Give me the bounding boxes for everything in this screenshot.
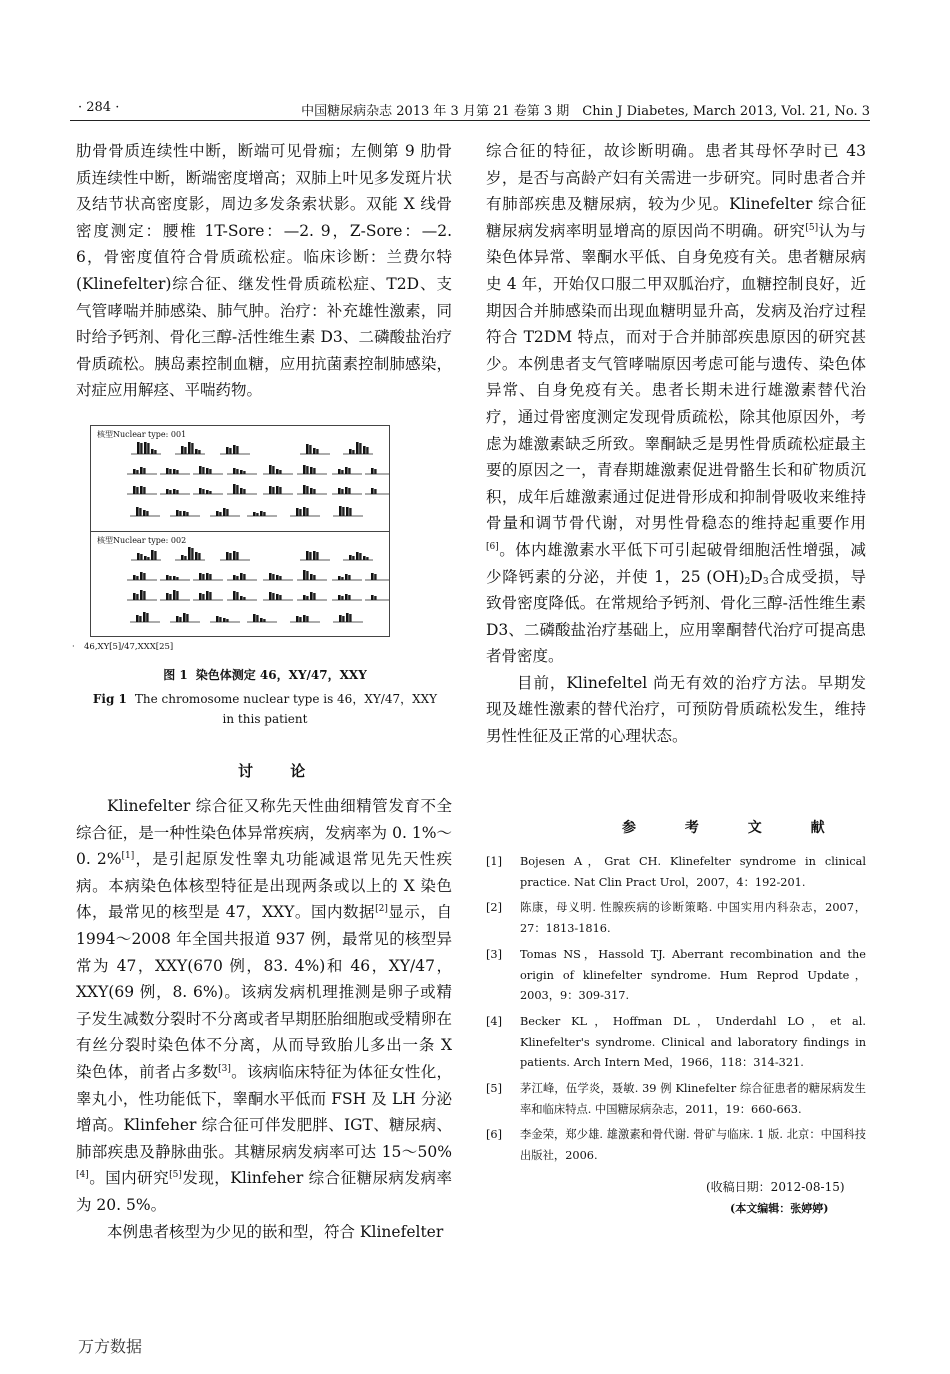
chromosome-mark <box>154 450 156 454</box>
chromosome-mark <box>342 616 344 622</box>
reference-item <box>486 1012 866 1074</box>
reference-text: Tomas NS，Hassold TJ. Aberrant recombination and the origin of klinefelter syndrome. Hum Reprod Update，2003，9：309-317. <box>520 947 866 1003</box>
chromosome-mark <box>154 551 156 560</box>
discussion-paragraph-2: 本例患者核型为少见的嵌和型，符合 Klinefelter <box>107 1222 444 1241</box>
chromosome-mark <box>169 594 171 600</box>
chromosome-mark <box>303 615 306 622</box>
chromosome-mark <box>216 511 219 516</box>
chromosome-mark <box>144 442 147 454</box>
chromosome-mark <box>183 613 186 622</box>
citation-5b: [5] <box>805 222 819 233</box>
chromosome-mark <box>166 575 169 580</box>
reference-number: [5] <box>486 1082 503 1096</box>
chromosome-mark <box>140 467 143 474</box>
disc-text-f: 发现，Klinfeher 综合征糖尿病发病率为 20. 5%。 <box>76 1169 452 1214</box>
chromosome-mark <box>181 555 184 560</box>
chromosome-mark <box>191 443 193 454</box>
chromosome-mark <box>179 617 181 622</box>
chromosome-mark <box>195 449 198 454</box>
chromosome-mark <box>279 487 281 494</box>
karyotype-panel-001 <box>91 426 389 532</box>
chromosome-mark <box>186 614 188 622</box>
chromosome-mark <box>169 469 171 474</box>
chromosome-mark <box>243 489 245 494</box>
chromosome-mark <box>206 573 209 580</box>
chromosome-mark <box>374 596 376 600</box>
chromosome-mark <box>209 469 211 474</box>
chromosome-mark <box>272 487 274 494</box>
chromosome-mark <box>356 442 359 454</box>
chromosome-mark <box>371 468 374 474</box>
citation-3: [3] <box>218 1063 231 1074</box>
chromosome-mark <box>349 614 351 622</box>
citation-4: [4] <box>76 1170 89 1181</box>
chromosome-mark <box>202 574 204 580</box>
chromosome-mark <box>176 470 178 474</box>
chromosome-mark <box>236 469 238 474</box>
karyotype-image-002 <box>91 532 389 637</box>
panel-label-002: 核型Nuclear type: 002 <box>97 536 187 545</box>
disc-text-d: 。该病临床特征为体征女性化，睾丸小，性功能低下，睾酮水平低而 FSH 及 LH 分泌增高。Klinfeher 综合征可伴发肥胖、IGT、糖尿病、肺部疾患及静脉曲张。其糖尿病发病率可达 15～50% <box>76 1062 452 1161</box>
chromosome-mark <box>202 489 204 494</box>
chromosome-mark <box>233 575 236 580</box>
chromosome-mark <box>316 449 318 454</box>
watermark: 万方数据 <box>78 1337 143 1356</box>
chromosome-mark <box>143 612 146 622</box>
chromosome-mark <box>309 445 311 454</box>
chromosome-mark <box>209 592 211 600</box>
chromosome-mark <box>374 489 376 494</box>
chromosome-mark <box>276 594 279 600</box>
chromosome-mark <box>356 552 359 560</box>
chromosome-mark <box>276 575 279 580</box>
right-text-e: 合成受损，导致骨密度降低。在常规给予钙剂、骨化三醇-活性维生素 D3、二磷酸盐治疗基础上，应用睾酮替代治疗可提高患者骨密度。 <box>486 567 866 666</box>
chromosome-mark <box>144 556 147 560</box>
chromosome-mark <box>136 487 138 494</box>
chromosome-mark <box>306 571 308 580</box>
chromosome-mark <box>140 486 143 494</box>
chromosome-mark <box>166 593 169 600</box>
editor-credit: (本文编辑：张婷婷) <box>730 1202 829 1215</box>
chromosome-mark <box>176 616 179 622</box>
chromosome-mark <box>296 508 299 516</box>
chromosome-mark <box>348 468 350 474</box>
karyotype-image-001 <box>91 426 389 531</box>
chromosome-mark <box>342 507 344 516</box>
chromosome-mark <box>352 556 354 560</box>
chromosome-mark <box>359 553 361 560</box>
chromosome-mark <box>272 574 274 580</box>
chromosome-mark <box>269 465 272 474</box>
chromosome-mark <box>349 508 351 516</box>
disc-text-a: Klinefelter 综合征又称先天性曲细精管发育不全综合征，是一种性染色体异常疾病，发病率为 0. 1%～0. 2% <box>76 797 452 869</box>
chromosome-mark <box>166 489 169 494</box>
chromosome-mark <box>176 591 178 600</box>
chromosome-mark <box>313 448 316 454</box>
chromosome-mark <box>202 467 204 474</box>
chromosome-mark <box>206 468 209 474</box>
reference-text: Becker KL，Hoffman DL，Underdahl LO，et al. Klinefelter's syndrome. Clinical and laboratory findings in patients. Arch Intern Med，1966，118：314-321. <box>520 1014 866 1070</box>
chromosome-mark <box>276 486 279 494</box>
reference-item <box>486 945 866 1007</box>
chromosome-mark <box>226 552 229 560</box>
chromosome-mark <box>253 512 256 516</box>
chromosome-mark <box>199 466 202 474</box>
reference-text: 茅江峰，伍学炎，聂敏. 39 例 Klinefelter 综合征患者的糖尿病发生率和临床特点. 中国糖尿病杂志，2011，19：660-663. <box>520 1082 866 1116</box>
chromosome-mark <box>310 574 313 580</box>
chromosome-mark <box>216 616 219 622</box>
chromosome-mark <box>202 594 204 600</box>
chromosome-mark <box>223 508 226 516</box>
chromosome-mark <box>206 490 209 494</box>
disc-text-e: 。国内研究 <box>88 1169 170 1188</box>
chromosome-mark <box>223 618 226 622</box>
chromosome-mark <box>137 553 140 560</box>
chromosome-mark <box>139 508 141 516</box>
chromosome-mark <box>236 485 238 494</box>
reference-text: 李金荣，郑少雄. 雄激素和骨代谢. 骨矿与临床. 1 版. 北京：中国科技出版社，2006. <box>520 1128 866 1163</box>
chromosome-mark <box>136 615 139 622</box>
chromosome-mark <box>349 555 352 560</box>
chromosome-mark <box>226 509 228 516</box>
chromosome-mark <box>306 596 308 600</box>
chromosome-mark <box>176 490 178 494</box>
chromosome-mark <box>260 618 263 622</box>
chromosome-mark <box>240 573 243 580</box>
chromosome-mark <box>166 468 169 474</box>
chromosome-mark <box>352 450 354 454</box>
left-column <box>76 138 452 404</box>
chromosome-mark <box>209 574 211 580</box>
chromosome-mark <box>256 615 258 622</box>
chromosome-mark <box>146 613 148 622</box>
chromosome-mark <box>316 552 318 560</box>
reference-item <box>486 1125 866 1166</box>
chromosome-mark <box>341 577 343 580</box>
chromosome-mark <box>140 572 143 580</box>
chromosome-mark <box>198 450 200 454</box>
chromosome-mark <box>303 595 306 600</box>
chromosome-mark <box>363 446 366 454</box>
chromosome-mark <box>269 573 272 580</box>
chromosome-mark <box>140 554 142 560</box>
chromosome-mark <box>263 619 265 622</box>
chromosome-mark <box>313 489 315 494</box>
chromosome-mark <box>199 488 202 494</box>
chromosome-mark <box>209 491 211 494</box>
chromosome-mark <box>306 466 308 474</box>
karyotype-panel-002 <box>91 532 389 637</box>
chromosome-mark <box>188 442 191 454</box>
figure-caption-en-text: The chromosome nuclear type is 46，XY/47，XXY <box>134 692 438 706</box>
chromosome-mark <box>143 487 145 494</box>
panel-label-001: 核型Nuclear type: 001 <box>97 430 187 439</box>
chromosome-mark <box>236 592 238 600</box>
chromosome-mark <box>133 486 136 494</box>
figure-caption-en-line2: in this patient <box>222 712 308 726</box>
chromosome-mark <box>151 449 154 454</box>
chromosome-mark <box>366 447 368 454</box>
chromosome-mark <box>341 489 343 494</box>
chromosome-mark <box>346 613 349 622</box>
chromosome-mark <box>341 470 343 474</box>
chromosome-mark <box>136 470 138 474</box>
chromosome-mark <box>236 446 238 454</box>
chromosome-mark <box>269 592 272 600</box>
chromosome-mark <box>139 616 141 622</box>
chromosome-mark <box>140 443 142 454</box>
chromosome-mark <box>339 615 342 622</box>
chromosome-mark <box>303 507 306 516</box>
figure-note <box>72 642 174 652</box>
reference-number: [3] <box>486 947 503 961</box>
reference-number: [4] <box>486 1014 503 1028</box>
right-paragraph-2: 目前，Klinefeltel 尚无有效的治疗方法。早期发现及雄性激素的替代治疗，可预防骨质疏松发生，维持男性性征及正常的心理状态。 <box>486 673 866 746</box>
subscript-2: 2 <box>744 576 751 587</box>
chromosome-mark <box>136 594 138 600</box>
chromosome-mark <box>260 511 263 516</box>
reference-number: [1] <box>486 855 503 868</box>
citation-2: [2] <box>375 904 388 915</box>
right-text-a: 综合征的特征，故诊断明确。患者其母怀孕时已 43 岁，是否与高龄产妇有关需进一步研究。同时患者合并有肺部疾患及糖尿病，较为少见。Klinefelter 综合征糖尿病发病率明显增高的原因尚不明确。研究 <box>486 142 866 240</box>
chromosome-mark <box>188 547 191 560</box>
chromosome-mark <box>310 488 313 494</box>
chromosome-mark <box>338 488 341 494</box>
figure-note-bullet: · <box>72 642 75 652</box>
chromosome-mark <box>313 551 316 560</box>
chromosome-mark <box>229 448 231 454</box>
chromosome-mark <box>133 575 136 580</box>
right-paragraph-1 <box>486 138 866 670</box>
chromosome-mark <box>363 556 366 560</box>
chromosome-mark <box>133 469 136 474</box>
discussion-column <box>76 793 452 1245</box>
chromosome-mark <box>371 573 374 580</box>
figure-caption-zh-label: 图 1 <box>163 668 188 682</box>
right-text-d: D <box>750 567 763 586</box>
chromosome-mark <box>313 593 315 600</box>
figure-caption-en <box>70 690 460 707</box>
reference-text: Bojesen A，Grat CH. Klinefelter syndrome in clinical practice. Nat Clin Pract Urol，2007，4：192-201. <box>520 855 866 889</box>
chromosome-mark <box>279 595 281 600</box>
chromosome-mark <box>143 468 145 474</box>
right-text-b: 认为与染色体异常、睾酮水平低、自身免疫有关。患者糖尿病史 4 年，开始仅口服二甲双胍治疗，血糖控制良好，近期因合并肺感染而出现血糖明显升高，发病及治疗过程符合 T2DM 特点，而对于合并肺部疾患原因的研究甚少。本例患者支气管哮喘原因考虑可能与遗传、染色体异常、自身免疫有关。患者长期未进行雄激素替代治疗，通过骨密度测定发现骨质疏松，除其他原因外，考虑为雄激素缺乏所致。睾酮缺乏是男性骨质疏松症最主要的原因之一，青春期雄激素促进骨骼生长和矿物质沉积，成年后雄激素通过促进骨形成和抑制骨吸收来维持骨量和调节骨代谢，对男性骨稳态的维持起重要作用 <box>486 221 866 533</box>
chromosome-mark <box>345 574 348 580</box>
chromosome-mark <box>137 442 140 454</box>
chromosome-mark <box>253 614 256 622</box>
chromosome-mark <box>233 468 236 474</box>
chromosome-mark <box>229 553 231 560</box>
figure-caption-en-label: Fig 1 <box>92 692 127 706</box>
citation-1: [1] <box>121 851 135 862</box>
chromosome-mark <box>136 576 138 580</box>
chromosome-mark <box>233 551 236 560</box>
chromosome-mark <box>195 552 198 560</box>
chromosome-mark <box>243 597 245 600</box>
chromosome-mark <box>269 486 272 494</box>
chromosome-mark <box>173 590 176 600</box>
reference-number: [6] <box>486 1128 503 1142</box>
reference-item <box>486 1079 866 1120</box>
chromosome-mark <box>191 548 193 560</box>
citation-6: [6] <box>486 541 499 552</box>
chromosome-mark <box>199 593 202 600</box>
figure-caption-zh-text: 染色体测定 46，XY/47，XXY <box>195 668 367 682</box>
journal-line: 中国糖尿病杂志 2013 年 3 月第 21 卷第 3 期 Chin J Diabetes, March 2013, Vol. 21, No. 3 <box>301 104 870 119</box>
figure-caption-zh <box>70 666 460 683</box>
chromosome-mark <box>143 573 145 580</box>
chromosome-mark <box>206 591 209 600</box>
right-text-c: 。体内雄激素水平低下可引起破骨细胞活性增强，减少降钙素的分泌，并使 1，25 (OH) <box>486 540 866 586</box>
chromosome-mark <box>272 593 274 600</box>
chromosome-mark <box>147 443 149 454</box>
chromosome-mark <box>338 595 341 600</box>
chromosome-mark <box>338 469 341 474</box>
chromosome-mark <box>173 489 176 494</box>
chromosome-mark <box>348 488 350 494</box>
chromosome-mark <box>199 573 202 580</box>
chromosome-mark <box>313 575 315 580</box>
chromosome-mark <box>183 511 186 516</box>
page-number: · 284 · <box>78 100 120 115</box>
chromosome-mark <box>306 486 308 494</box>
chromosome-mark <box>233 591 236 600</box>
chromosome-mark <box>345 594 348 600</box>
chromosome-mark <box>306 616 308 622</box>
chromosome-mark <box>348 575 350 580</box>
chromosome-mark <box>236 552 238 560</box>
chromosome-mark <box>309 552 311 560</box>
chromosome-mark <box>151 550 154 560</box>
chromosome-mark <box>140 590 143 600</box>
chromosome-mark <box>184 556 186 560</box>
chromosome-mark <box>176 510 179 516</box>
chromosome-mark <box>374 574 376 580</box>
subscript-3: 3 <box>762 576 769 587</box>
chromosome-mark <box>276 469 279 474</box>
chromosome-mark <box>310 592 313 600</box>
chromosome-mark <box>136 507 139 516</box>
chromosome-mark <box>176 577 178 580</box>
chromosome-mark <box>296 616 299 622</box>
chromosome-mark <box>219 617 221 622</box>
chromosome-mark <box>299 617 301 622</box>
chromosome-mark <box>345 487 348 494</box>
chromosome-mark <box>240 470 243 474</box>
chromosome-mark <box>338 576 341 580</box>
chromosome-mark <box>306 551 309 560</box>
chromosome-mark <box>133 593 136 600</box>
chromosome-mark <box>243 471 245 474</box>
references-title: 参 考 文 献 <box>622 820 847 836</box>
chromosome-mark <box>169 490 171 494</box>
chromosome-mark <box>366 557 368 560</box>
discussion-paragraph-1 <box>76 793 452 1219</box>
chromosome-mark <box>371 595 374 600</box>
chromosome-mark <box>173 469 176 474</box>
discussion-title: 讨 论 <box>238 762 322 780</box>
karyotype-figure <box>90 425 390 637</box>
chromosome-mark <box>179 511 181 516</box>
chromosome-mark <box>233 445 236 454</box>
chromosome-mark <box>186 512 188 516</box>
chromosome-mark <box>240 596 243 600</box>
chromosome-mark <box>306 508 308 516</box>
chromosome-mark <box>143 591 145 600</box>
chromosome-mark <box>147 557 149 560</box>
chromosome-mark <box>345 467 348 474</box>
chromosome-mark <box>359 443 361 454</box>
chromosome-mark <box>279 576 281 580</box>
chromosome-mark <box>240 488 243 494</box>
chromosome-mark <box>341 596 343 600</box>
chromosome-mark <box>371 488 374 494</box>
chromosome-mark <box>303 465 306 474</box>
reference-text: 陈康，母义明. 性腺疾病的诊断策略. 中国实用内科杂志，2007，27：1813-1816. <box>520 901 866 936</box>
chromosome-mark <box>226 619 228 622</box>
figure-note-text: 46,XY[5]/47,XXX[25] <box>84 642 174 652</box>
received-date: (收稿日期：2012-08-15) <box>706 1180 845 1194</box>
chromosome-mark <box>181 446 184 454</box>
chromosome-mark <box>310 467 313 474</box>
chromosome-mark <box>348 595 350 600</box>
disc-text-c: 显示，自 1994～2008 年全国共报道 937 例，最常见的核型异常为 47，XXY(670 例，83. 4%)和 46，XY/47，XXY(69 例，8. 6%)。该病发病机理推测是卵子或精子发生减数分裂时不分离或者早期胚胎细胞或受精卵在有丝分裂时染色体不分离，从而导致胎儿多出一条 X 染色体，前者占多数 <box>76 903 452 1081</box>
chromosome-mark <box>272 466 274 474</box>
chromosome-mark <box>173 576 176 580</box>
citation-5: [5] <box>169 1170 182 1181</box>
chromosome-mark <box>299 509 301 516</box>
chromosome-mark <box>184 447 186 454</box>
chromosome-mark <box>169 576 171 580</box>
chromosome-mark <box>349 449 352 454</box>
chromosome-mark <box>226 447 229 454</box>
chromosome-mark <box>219 512 221 516</box>
chromosome-mark <box>313 468 315 474</box>
chromosome-mark <box>306 444 309 454</box>
reference-item <box>486 852 866 893</box>
reference-number: [2] <box>486 901 503 915</box>
right-column <box>486 138 866 750</box>
chromosome-mark <box>256 513 258 516</box>
chromosome-mark <box>339 506 342 516</box>
chromosome-mark <box>303 570 306 580</box>
chromosome-mark <box>243 574 245 580</box>
case-paragraph: 肋骨骨质连续性中断，断端可见骨痂；左侧第 9 肋骨质连续性中断，断端密度增高；双肺上叶见多发斑片状及结节状高密度影，周边多发条索状影。双能 X 线骨密度测定：腰椎 1T-Sore：—2. 9，Z-Sore：—2. 6，骨密度值符合骨质疏松症。临床诊断：兰费尔特(Klinefelter)综合征、继发性骨质疏松症、T2D、支气管哮喘并肺感染、肺气肿。治疗：补充雄性激素，同时给予钙剂、骨化三醇-活性维生素 D3、二磷酸盐治疗骨质疏松。胰岛素控制血糖，应用抗菌素控制肺感染，对症应用解痉、平喘药物。 <box>76 142 452 400</box>
chromosome-mark <box>374 469 376 474</box>
chromosome-mark <box>143 510 146 516</box>
chromosome-mark <box>236 576 238 580</box>
chromosome-mark <box>346 507 349 516</box>
disc-text-b: ，是引起原发性睾丸功能减退常见先天性疾病。本病染色体核型特征是出现两条或以上的 X 染色体，最常见的核型是 47，XXY。国内数据 <box>76 850 452 922</box>
chromosome-mark <box>146 511 148 516</box>
chromosome-mark <box>279 470 281 474</box>
chromosome-mark <box>303 485 306 494</box>
reference-item <box>486 898 866 939</box>
chromosome-mark <box>233 484 236 494</box>
page-header <box>70 96 870 121</box>
reference-list <box>486 852 866 1172</box>
chromosome-mark <box>198 553 200 560</box>
chromosome-mark <box>263 512 265 516</box>
